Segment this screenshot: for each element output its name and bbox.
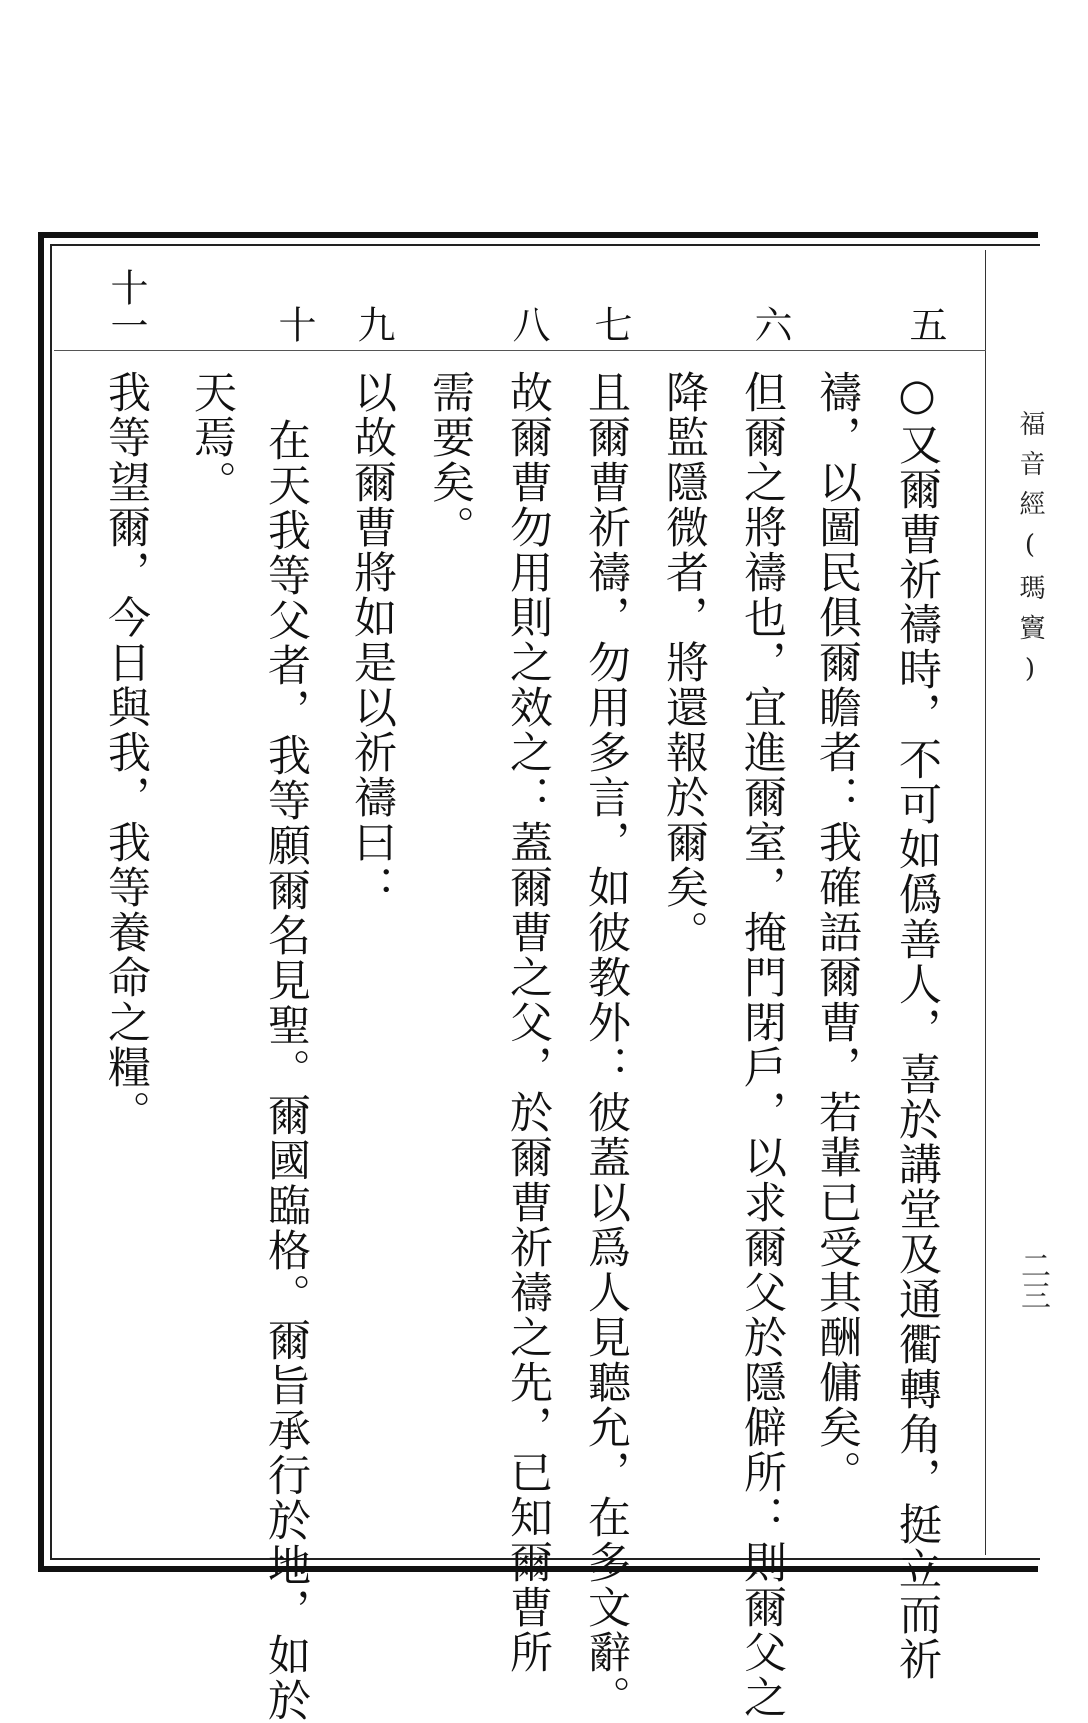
text-column-11: 我等望爾，今日與我，我等養命之糧。: [101, 370, 151, 1135]
text-column-4: 降監隱微者，將還報於爾矣。: [659, 370, 709, 955]
verse-number-7: 七: [588, 305, 632, 343]
text-column-3: 但爾之將禱也，宜進爾室，掩門閉戶，以求爾父於隱僻所：則爾父之: [737, 370, 787, 1720]
text-column-2: 禱，以圖民俱爾瞻者：我確語爾曹，若輩已受其酬傭矣。: [812, 370, 862, 1495]
verse-number-10: 十: [272, 305, 316, 343]
text-column-1: ○又爾曹祈禱時，不可如僞善人，喜於講堂及通衢轉角，挺立而祈: [892, 370, 942, 1682]
verse-number-9: 九: [351, 305, 395, 343]
text-column-8: 以故爾曹將如是以祈禱曰：: [347, 370, 397, 910]
text-column-9: 在天我等父者，我等願爾名見聖。爾國臨格。爾旨承行於地，如於: [261, 418, 311, 1723]
text-column-5: 且爾曹祈禱，勿用多言，如彼教外：彼蓋以爲人見聽允，在多文辭。: [581, 370, 631, 1720]
verse-number-5: 五: [903, 305, 947, 343]
verse-number-6: 六: [748, 305, 792, 343]
page-number: 二三: [1015, 1250, 1050, 1310]
text-column-7: 需要矣。: [425, 370, 475, 550]
verse-number-rule: [54, 350, 986, 351]
verse-number-8: 八: [506, 305, 550, 343]
margin-divider: [985, 250, 986, 1555]
text-column-6: 故爾曹勿用則之效之：蓋爾曹之父，於爾曹祈禱之先，已知爾曹所: [503, 370, 553, 1675]
book-title: 福音經(瑪竇): [1015, 410, 1045, 698]
text-column-10: 天焉。: [187, 370, 237, 505]
verse-number-11: 十一: [104, 268, 148, 344]
